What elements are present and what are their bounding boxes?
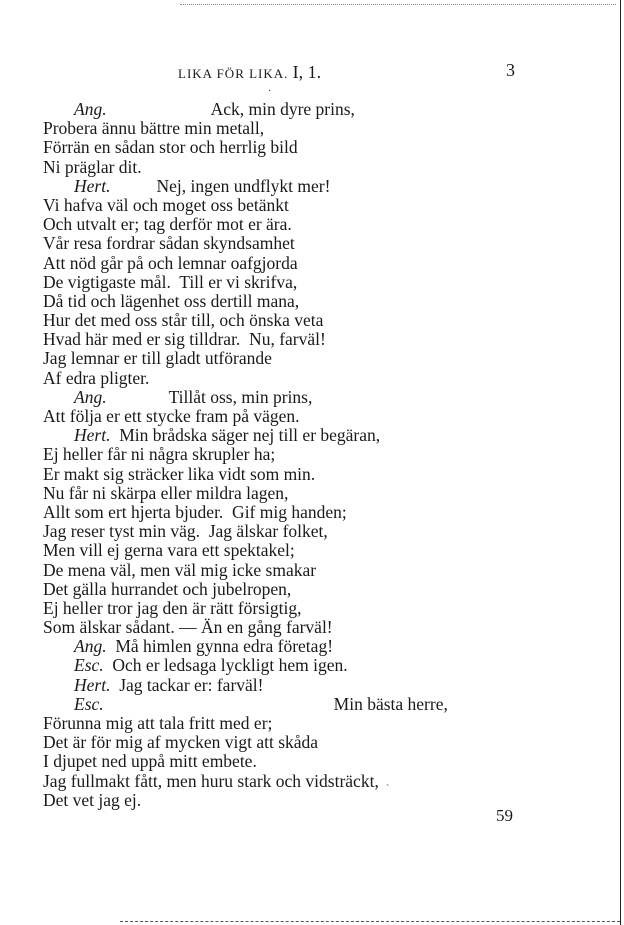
printer-mark: ` [386, 784, 390, 795]
line-text: Min bästa herre, [333, 693, 448, 714]
speaker-name: Esc. [74, 693, 104, 714]
verse-line [43, 254, 463, 273]
line-text: Ej heller tror jag den är rätt försigtig, [43, 597, 302, 618]
verse-line [43, 215, 463, 234]
speaker-name: Ang. [74, 386, 107, 407]
page-number: 3 [506, 60, 515, 80]
speaker-name: Ang. [74, 99, 107, 119]
printer-signature: 59 [496, 806, 513, 825]
line-text: Jag reser tyst min väg. Jag älskar folket, [43, 521, 328, 542]
verse-line [43, 541, 463, 560]
verse-line [43, 349, 463, 368]
line-text: Hur det med oss står till, och önska veta [43, 310, 324, 331]
running-title [178, 62, 321, 83]
verse-line [43, 752, 463, 771]
line-text: Må himlen gynna edra företag! [115, 636, 334, 657]
verse-text [43, 100, 463, 810]
line-text: Men vill ej gerna vara ett spektakel; [43, 540, 295, 561]
verse-line [43, 407, 463, 426]
verse-line [43, 445, 463, 464]
verse-line [43, 158, 463, 177]
line-text: Tillåt oss, min prins, [168, 386, 313, 407]
line-text: Jag tackar er: farväl! [119, 674, 264, 695]
line-text: Vår resa fordrar sådan skyndsamhet [43, 233, 295, 254]
line-text: Att nöd går på och lemnar oafgjorda [43, 252, 298, 273]
running-title-text: LIKA FÖR LIKA. [178, 66, 289, 81]
verse-line [43, 772, 463, 791]
speech-line [43, 388, 463, 407]
page-top-edge [180, 4, 616, 6]
speech-line [43, 695, 463, 714]
printer-mark: · [268, 86, 272, 97]
line-text: De vigtigaste mål. Till er vi skrifva, [43, 271, 298, 292]
line-text: Af edra pligter. [43, 367, 150, 388]
speaker-gap [110, 425, 119, 445]
verse-line [43, 618, 463, 637]
verse-line [43, 733, 463, 752]
line-text: Som älskar sådant. — Än en gång farväl! [43, 617, 333, 638]
line-text: Nu får ni skärpa eller mildra lagen, [43, 482, 289, 503]
speech-line [43, 676, 463, 695]
line-text: De mena väl, men väl mig icke smakar [43, 559, 317, 580]
speaker-name: Hert. [74, 175, 111, 196]
line-text: Jag lemnar er till gladt utförande [43, 348, 272, 369]
verse-line [43, 599, 463, 618]
running-title-act-scene: I, 1. [292, 62, 322, 82]
speaker-name: Hert. [74, 674, 111, 695]
line-text: Allt som ert hjerta bjuder. Gif mig handen; [43, 501, 347, 522]
line-text: Er makt sig sträcker lika vidt som min. [43, 463, 316, 484]
speech-line [43, 426, 463, 445]
line-text: Att följa er ett stycke fram på vägen. [43, 406, 300, 426]
line-text: Då tid och lägenhet oss dertill mana, [43, 290, 300, 311]
verse-line [43, 580, 463, 599]
speech-line [43, 656, 463, 675]
speaker-gap [110, 675, 119, 695]
verse-line [43, 311, 463, 330]
verse-line [43, 465, 463, 484]
line-text: Ack, min dyre prins, [210, 99, 355, 119]
line-text: Min brådska säger nej till er begäran, [119, 425, 381, 446]
line-text: Hvad här med er sig tilldrar. Nu, farväl! [43, 329, 326, 350]
line-text: Det är för mig af mycken vigt att skåda [43, 732, 319, 753]
verse-line [43, 561, 463, 580]
verse-line [43, 330, 463, 349]
line-text: Det vet jag ej. [43, 789, 142, 810]
line-text: Jag fullmakt fått, men huru stark och vidsträckt, [43, 770, 379, 791]
verse-line [43, 503, 463, 522]
verse-line [43, 119, 463, 138]
line-text: Det gälla hurrandet och jubelropen, [43, 578, 292, 599]
line-text: Nej, ingen undflykt mer! [156, 175, 331, 196]
line-text: Ej heller får ni några skrupler ha; [43, 444, 276, 465]
line-text: Ni präglar dit. [43, 156, 142, 177]
line-text: Förrän en sådan stor och herrlig bild [43, 137, 298, 158]
line-text: Och er ledsaga lyckligt hem igen. [112, 655, 348, 676]
speaker-name: Hert. [74, 425, 111, 446]
speech-line [43, 100, 463, 119]
verse-line [43, 292, 463, 311]
verse-line [43, 138, 463, 157]
page-right-edge [620, 0, 621, 925]
verse-line [43, 234, 463, 253]
line-text: Och utvalt er; tag derför mot er ära. [43, 214, 292, 235]
verse-line [43, 484, 463, 503]
verse-line [43, 273, 463, 292]
speech-line [43, 177, 463, 196]
speaker-name: Esc. [74, 655, 104, 676]
line-text: Vi hafva väl och moget oss betänkt [43, 194, 289, 215]
line-text: Probera ännu bättre min metall, [43, 118, 265, 139]
page-bottom-edge [120, 921, 620, 923]
verse-line [43, 196, 463, 215]
speech-line [43, 637, 463, 656]
line-text: I djupet ned uppå mitt embete. [43, 751, 257, 772]
verse-line [43, 369, 463, 388]
verse-line [43, 791, 463, 810]
verse-line [43, 714, 463, 733]
verse-line [43, 522, 463, 541]
speaker-name: Ang. [74, 636, 107, 657]
line-text: Förunna mig att tala fritt med er; [43, 713, 273, 733]
